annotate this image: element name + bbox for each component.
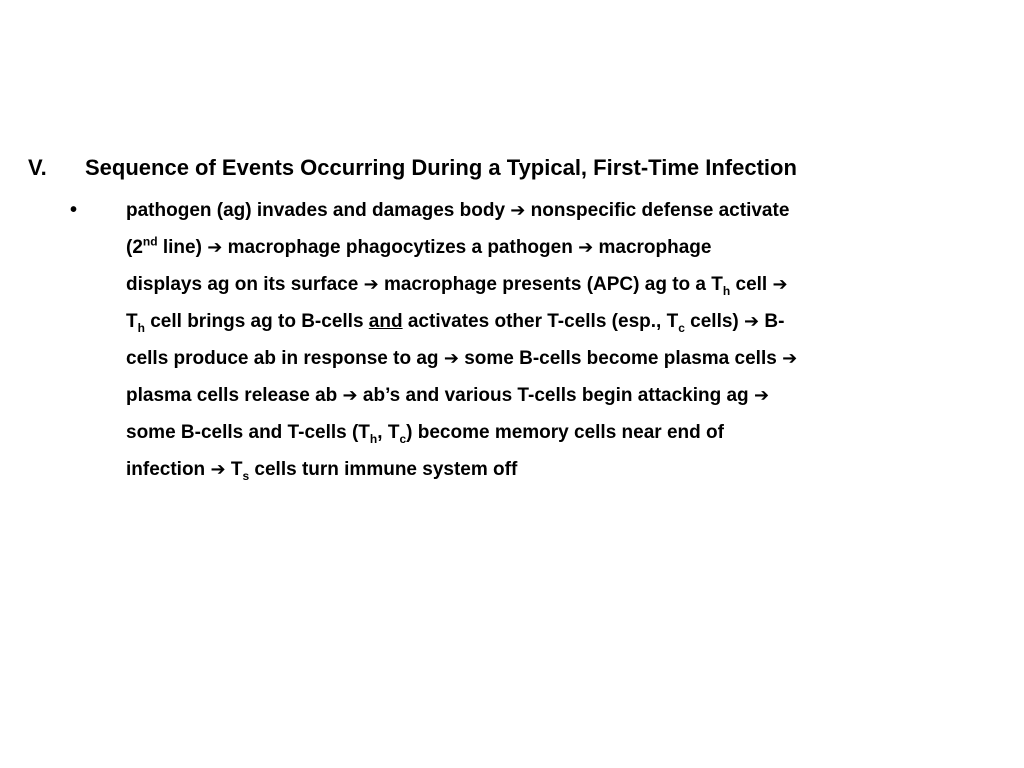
section-number: V. (28, 155, 47, 180)
text-segment: some B-cells become plasma cells (464, 348, 777, 369)
text-segment: some B-cells and T-cells (T (126, 422, 370, 443)
arrow-right-icon: ➔ (782, 348, 798, 368)
arrow-right-icon: ➔ (342, 385, 358, 405)
text-segment: line) (162, 237, 202, 258)
text-line-2 (126, 229, 916, 266)
text-line-5 (126, 340, 916, 377)
arrow-right-icon: ➔ (443, 348, 459, 368)
text-segment: pathogen (ag) invades and damages body (126, 200, 506, 221)
superscript: nd (142, 234, 158, 249)
text-segment: cell (735, 274, 768, 295)
text-segment: displays ag on its surface (126, 274, 359, 295)
arrow-right-icon: ➔ (363, 274, 379, 294)
text-segment: plasma cells release ab (126, 385, 338, 406)
text-segment: cells produce ab in response to ag (126, 348, 439, 369)
section-title: Sequence of Events Occurring During a Typical, First-Time Infection (85, 155, 797, 180)
arrow-right-icon: ➔ (772, 274, 788, 294)
bullet-marker: • (70, 199, 78, 221)
text-line-3 (126, 266, 916, 303)
text-segment: cells) (690, 311, 739, 332)
text-line-7 (126, 414, 916, 451)
arrow-right-icon: ➔ (207, 237, 223, 257)
text-segment: T (126, 311, 138, 332)
subscript: h (722, 283, 731, 298)
text-segment: cell brings ag to B-cells (150, 311, 364, 332)
arrow-right-icon: ➔ (744, 311, 760, 331)
text-line-1 (126, 192, 916, 229)
text-segment: infection (126, 459, 206, 480)
text-line-8 (126, 451, 916, 488)
text-segment: , T (377, 422, 400, 443)
text-segment: nonspecific defense activate (530, 200, 790, 221)
underlined-text: and (368, 311, 403, 332)
text-segment: ) become memory cells near end of (406, 422, 724, 443)
text-segment: macrophage phagocytizes a pathogen (227, 237, 573, 258)
section-heading (28, 153, 988, 183)
text-segment: cells turn immune system off (254, 459, 518, 480)
bullet-text (126, 192, 916, 488)
subscript: s (242, 468, 250, 483)
text-line-6 (126, 377, 916, 414)
text-segment: ab’s and various T-cells begin attacking ag (362, 385, 749, 406)
subscript: c (678, 320, 685, 335)
arrow-right-icon: ➔ (210, 459, 226, 479)
arrow-right-icon: ➔ (578, 237, 594, 257)
arrow-right-icon: ➔ (753, 385, 770, 405)
text-segment: activates other T-cells (esp., T (407, 311, 679, 332)
arrow-right-icon: ➔ (510, 200, 526, 220)
text-segment: macrophage (598, 237, 712, 258)
text-segment: (2 (126, 237, 143, 258)
subscript: c (399, 431, 407, 446)
text-segment: B- (764, 311, 785, 332)
text-line-4 (126, 303, 916, 340)
subscript: h (369, 431, 378, 446)
subscript: h (137, 320, 145, 335)
text-segment: macrophage presents (APC) ag to a T (383, 274, 723, 295)
text-segment: T (230, 459, 243, 480)
